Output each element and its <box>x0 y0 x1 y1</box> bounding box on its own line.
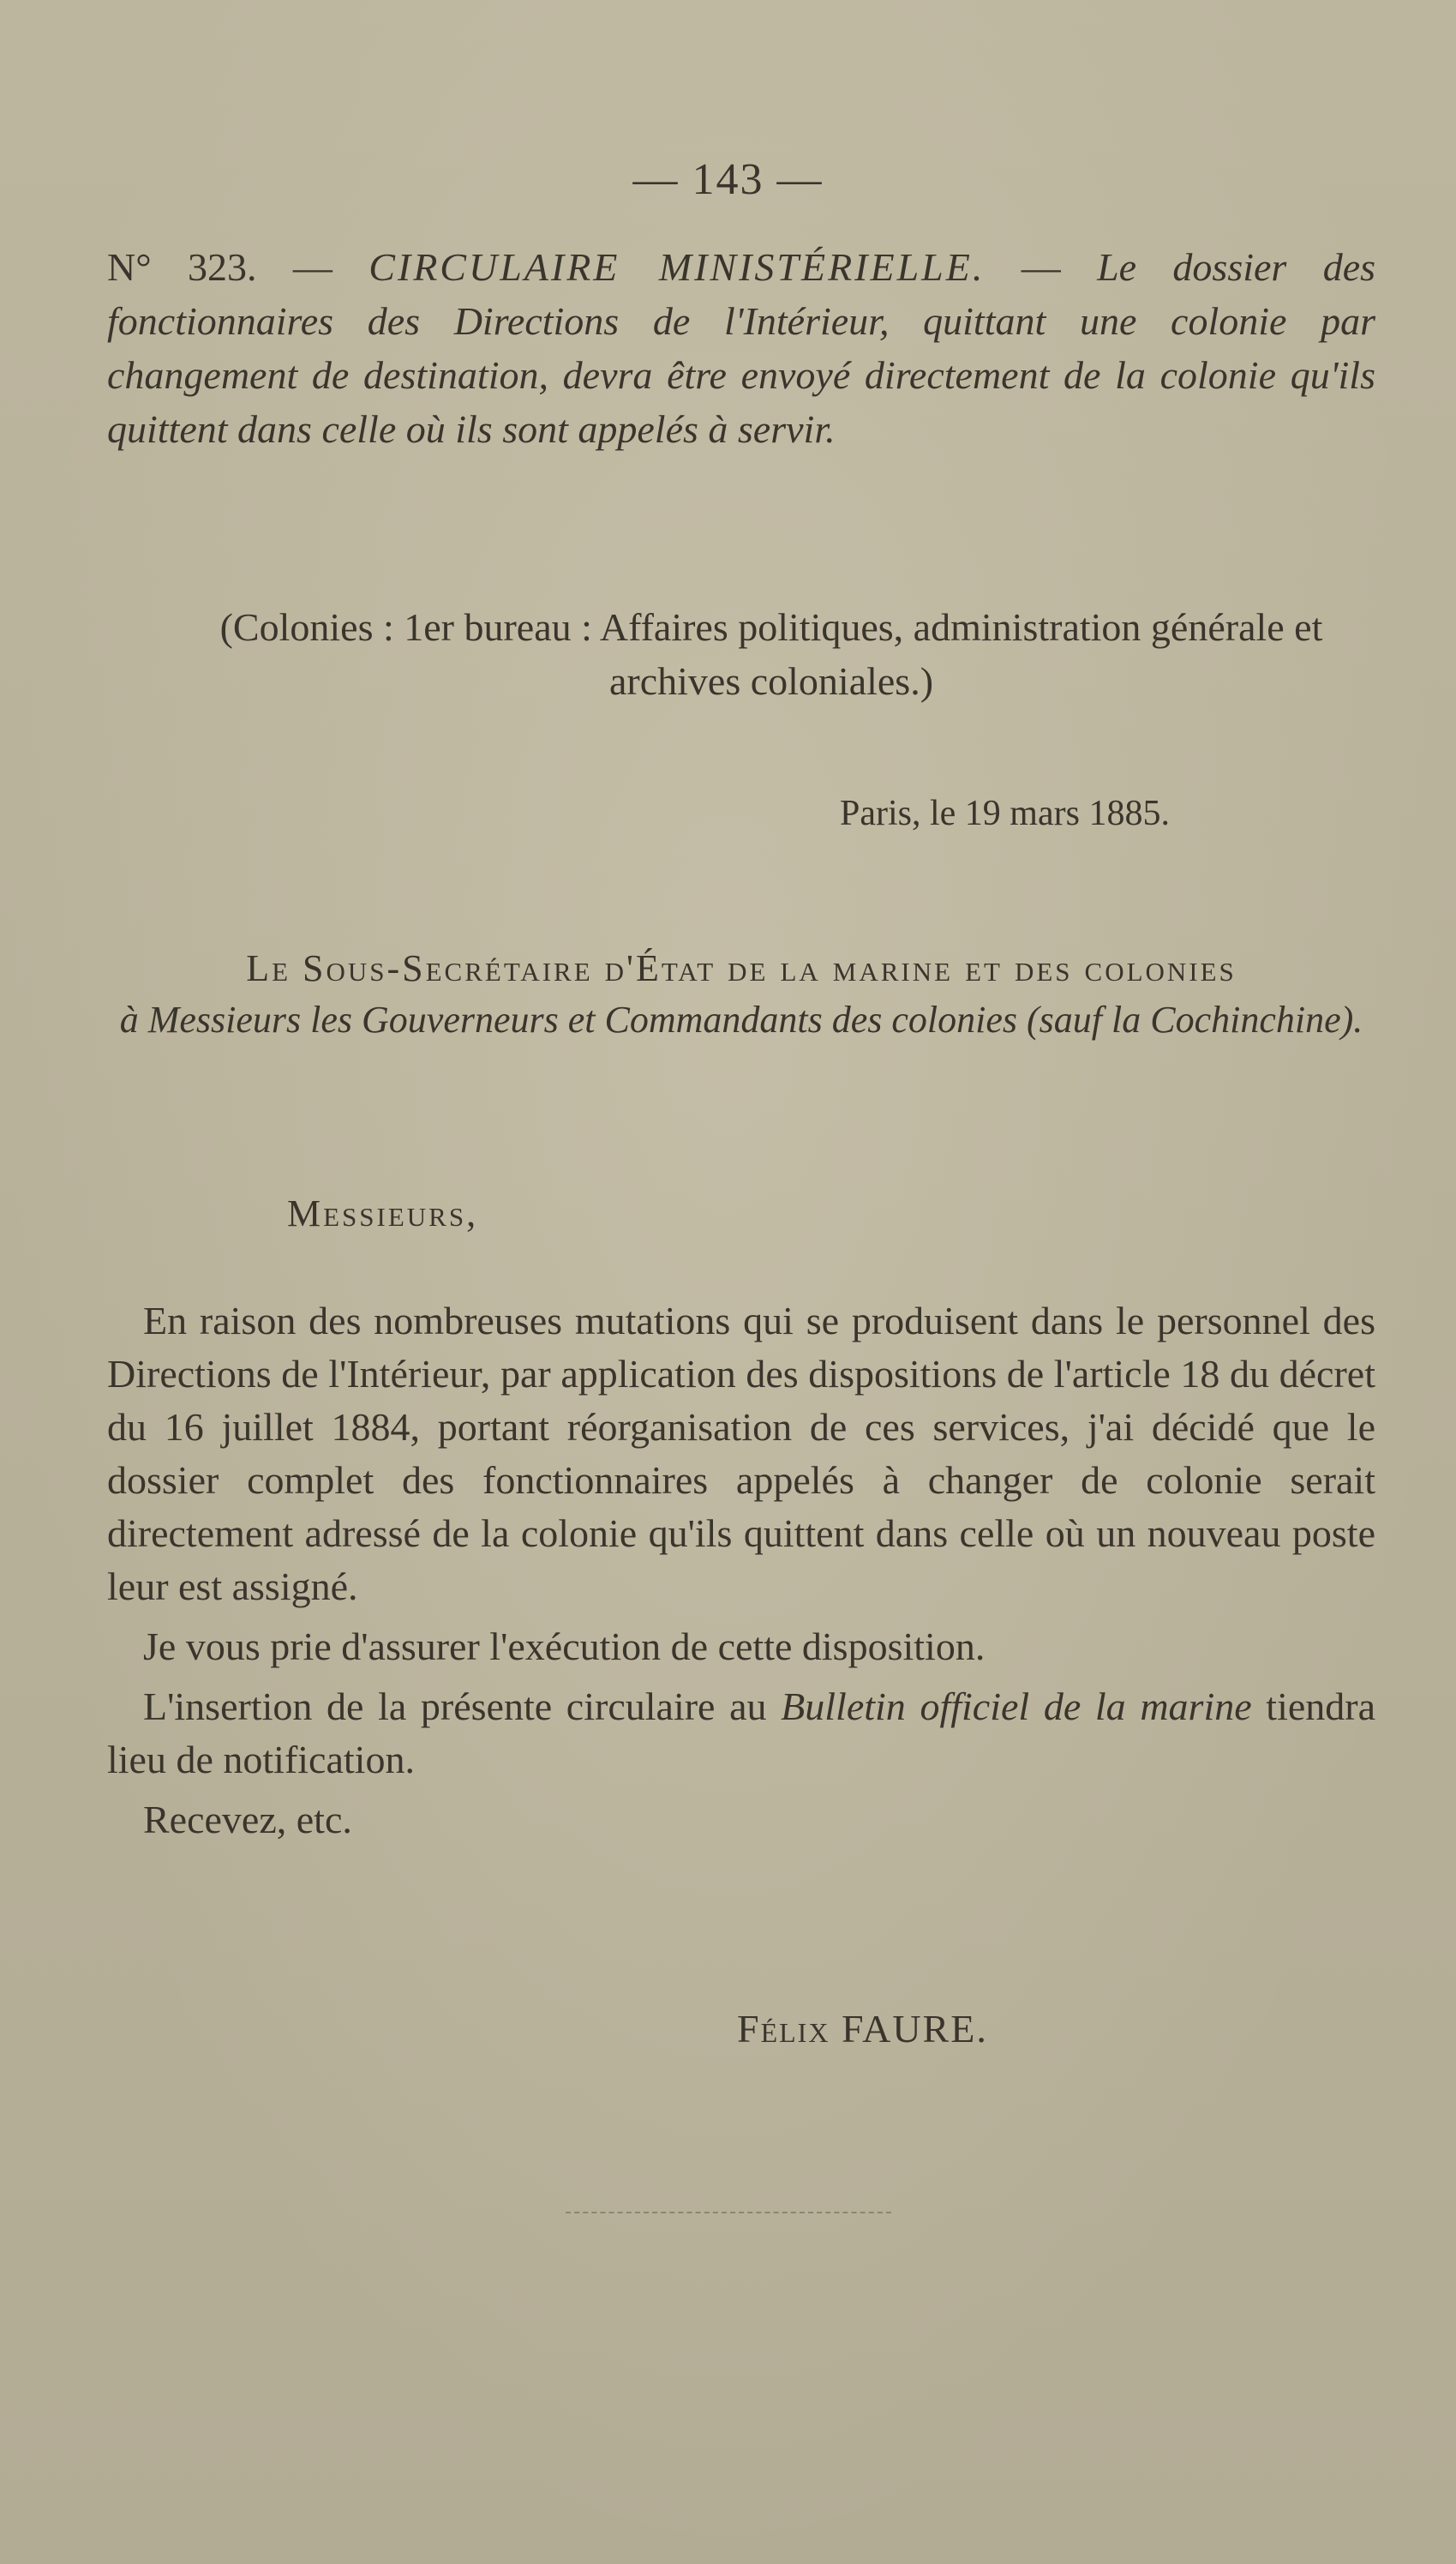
signature-last-name: FAURE. <box>841 2007 988 2051</box>
paragraph-4: Recevez, etc. <box>143 1798 352 1841</box>
paragraph-2: Je vous prie d'assurer l'exécution de cette disposition. <box>143 1624 986 1668</box>
paragraph-3-start: L'insertion de la présente circulaire au <box>143 1684 782 1728</box>
paragraph-1: En raison des nombreuses mutations qui se produisent dans le personnel des Directions de l'Intérieur, par application des dispositions de l'article 18 du décret du 16 juillet 1884, portant réorganisation de ces services, j'ai décidé que le dossier complet des fonctionnaires appelés à changer de colonie serait directement adressé de la colonie qu'ils quittent dans celle où un nouveau poste leur est assigné. <box>107 1299 1375 1608</box>
letter-body <box>107 1294 1375 1846</box>
dateline: Paris, le 19 mars 1885. <box>840 794 1170 833</box>
signature <box>737 2006 988 2051</box>
recipients: à Messieurs les Gouverneurs et Commandants des colonies (sauf la Cochinchine). <box>119 999 1363 1041</box>
summary-dash: — <box>1021 245 1061 289</box>
salutation: Messieurs, <box>287 1192 479 1234</box>
heading-dash: — <box>292 245 333 289</box>
circular-title: CIRCULAIRE MINISTÉRIELLE. <box>368 245 986 289</box>
bulletin-title: Bulletin officiel de la marine <box>781 1684 1252 1728</box>
signature-first-name: Félix <box>737 2007 830 2051</box>
page-number: — 143 — <box>632 155 824 204</box>
circular-number: N° 323. <box>107 245 257 289</box>
sender: Le Sous-Secrétaire d'État de la marine et des colonies <box>246 947 1237 989</box>
paragraph-3-end: tiendra lieu de notification. <box>107 1684 1375 1781</box>
paragraph-3 <box>107 1680 1375 1786</box>
closing-rule <box>566 2212 891 2213</box>
issuing-office: (Colonies : 1er bureau : Affaires politiques, administration générale et archives coloniales.) <box>219 605 1323 703</box>
address-block <box>107 943 1375 1046</box>
circular-summary: Le dossier des fonctionnaires des Directions de l'Intérieur, quittant une colonie par changement de destination, devra être envoyé directement de la colonie qu'ils quittent dans celle où ils sont appelés à servir. <box>107 245 1376 451</box>
circular-heading <box>107 240 1375 456</box>
